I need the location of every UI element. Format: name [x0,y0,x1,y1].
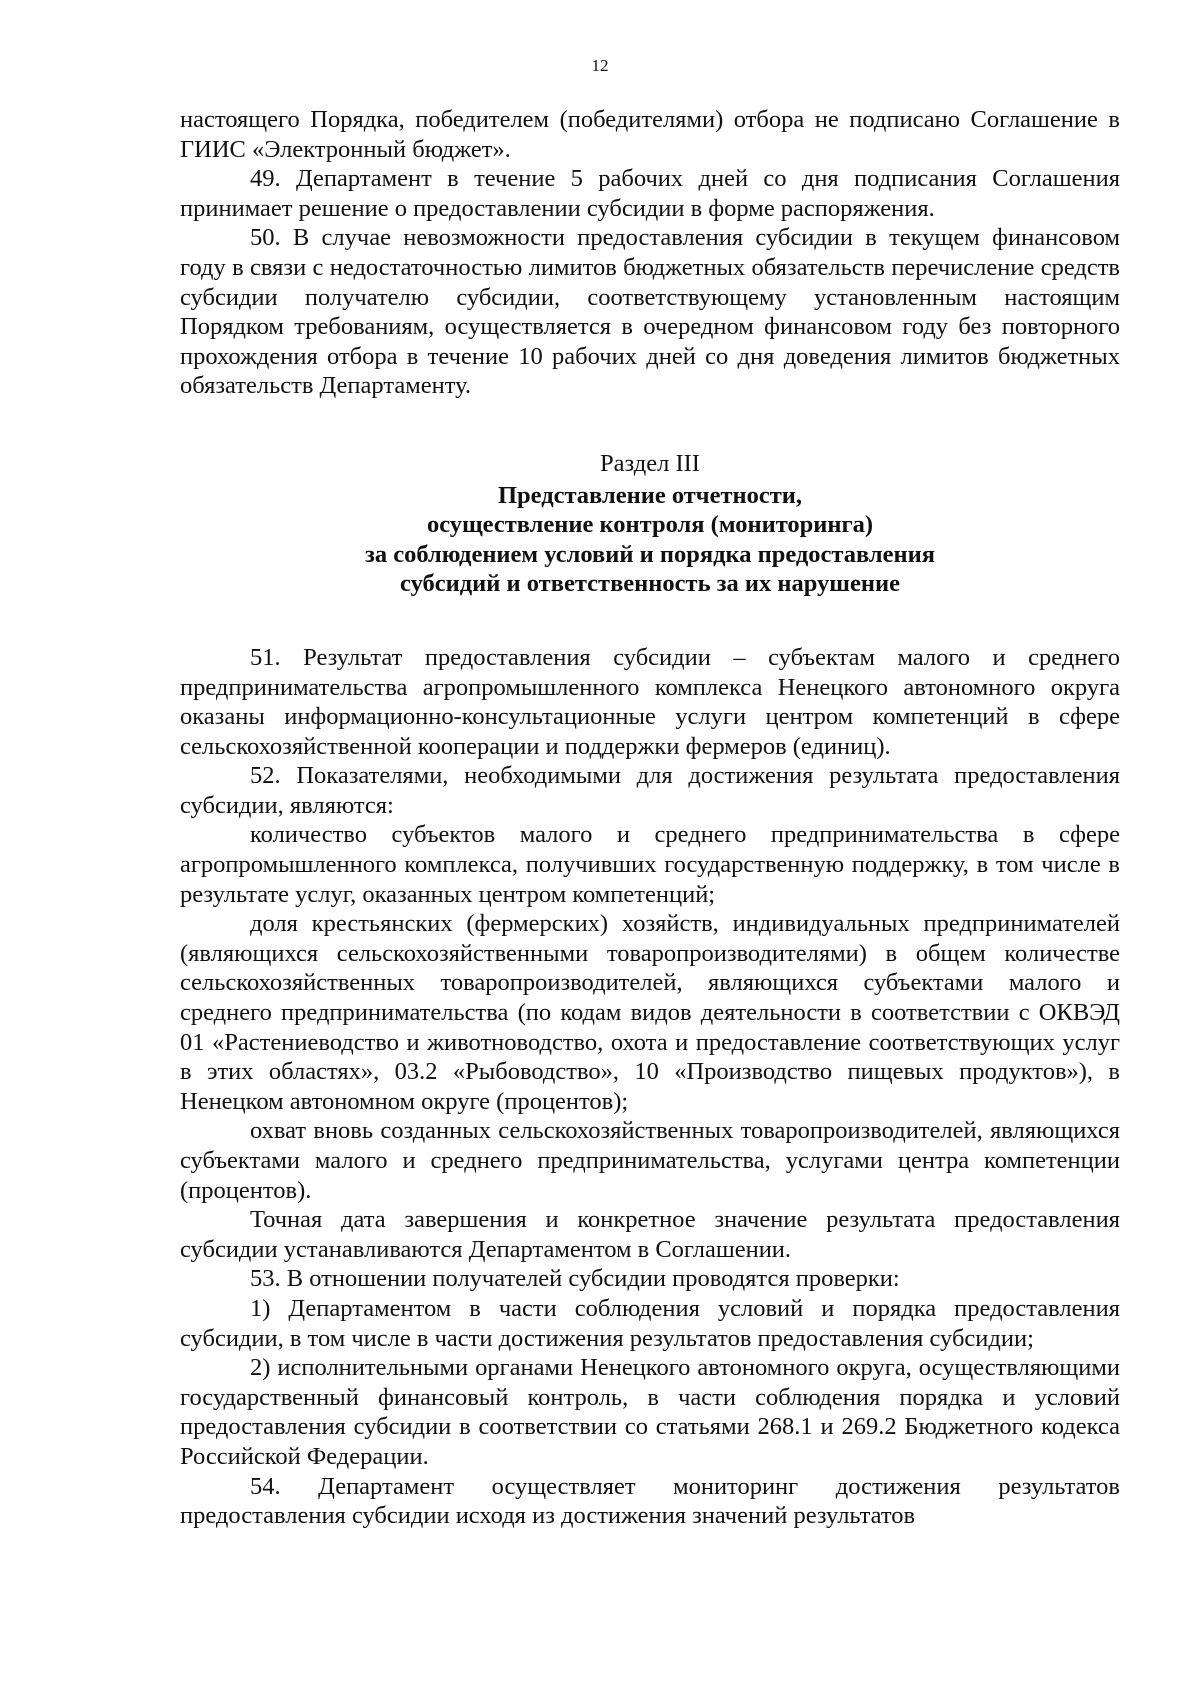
check-item-1: 1) Департаментом в части соблюдения условий и порядка предоставления субсидии, в том числе в части достижения результатов предоставления субсидии; [180,1294,1120,1352]
paragraph-53: 53. В отношении получателей субсидии проводятся проверки: [250,1265,900,1293]
check-item-2: 2) исполнительными органами Ненецкого автономного округа, осуществляющими государственный финансовый контроль, в части соблюдения порядка и условий предоставления субсидии в соответствии со статьями 268.1 и 269.2 Бюджетного кодекса Российской Федерации. [180,1354,1120,1470]
paragraph-result-date: Точная дата завершения и конкретное значение результата предоставления субсидии устанавливаются Департаментом в Соглашении. [180,1206,1120,1263]
section-title: Представление отчетности, осуществление контроля (мониторинга) за соблюдением условий и порядка предоставления субсидий и ответственность за их нарушение [365,481,935,598]
indicator-item-2: доля крестьянских (фермерских) хозяйств, индивидуальных предпринимателей (являющихся сельскохозяйственными товаропроизводителями) в общем количестве сельскохозяйственных товаропроизводителей, являющихся субъектами малого и среднего предпринимательства (по кодам видов деятельности в соответствии с ОКВЭД 01 «Растениеводство и животноводство, охота и предоставление соответствующих услуг в этих областях», 03.2 «Рыбоводство», 10 «Производство пищевых продуктов»), в Ненецком автономном округе (процентов); [180,910,1120,1115]
paragraph-54: 54. Департамент осуществляет мониторинг достижения результатов предоставления субсидии исходя из достижения значений результатов [180,1472,1120,1530]
document-body [180,105,1120,1531]
paragraph-50: 50. В случае невозможности предоставления субсидии в текущем финансовом году в связи с недостаточностью лимитов бюджетных обязательств перечисление средств субсидии получателю субсидии, соответствующему установленным настоящим Порядком требованиям, осуществляется в очередном финансовом году без повторного прохождения отбора в течение 10 рабочих дней со дня доведения лимитов бюджетных обязательств Департаменту. [180,224,1120,400]
section-label: Раздел III [600,449,700,477]
indicator-item-1: количество субъектов малого и среднего предпринимательства в сфере агропромышленного комплекса, получивших государственную поддержку, в том числе в результате услуг, оказанных центром компетенций; [180,821,1120,908]
page-number: 12 [591,56,609,75]
paragraph-51: 51. Результат предоставления субсидии – субъектам малого и среднего предпринимательства агропромышленного комплекса Ненецкого автономного округа оказаны информационно-консультационные услуги центром компетенций в сфере сельскохозяйственной кооперации и поддержки фермеров (единиц). [180,643,1120,760]
section-heading [180,449,1120,599]
paragraph-49: 49. Департамент в течение 5 рабочих дней со дня подписания Соглашения принимает решение о предоставлении субсидии в форме распоряжения. [180,165,1120,222]
paragraph-52: 52. Показателями, необходимыми для достижения результата предоставления субсидии, являются: [180,762,1120,819]
indicator-item-3: охват вновь созданных сельскохозяйственных товаропроизводителей, являющихся субъектами малого и среднего предпринимательства, услугами центра компетенции (процентов). [180,1117,1120,1204]
paragraph-continuation: настоящего Порядка, победителем (победителями) отбора не подписано Соглашение в ГИИС «Электронный бюджет». [180,106,1120,163]
